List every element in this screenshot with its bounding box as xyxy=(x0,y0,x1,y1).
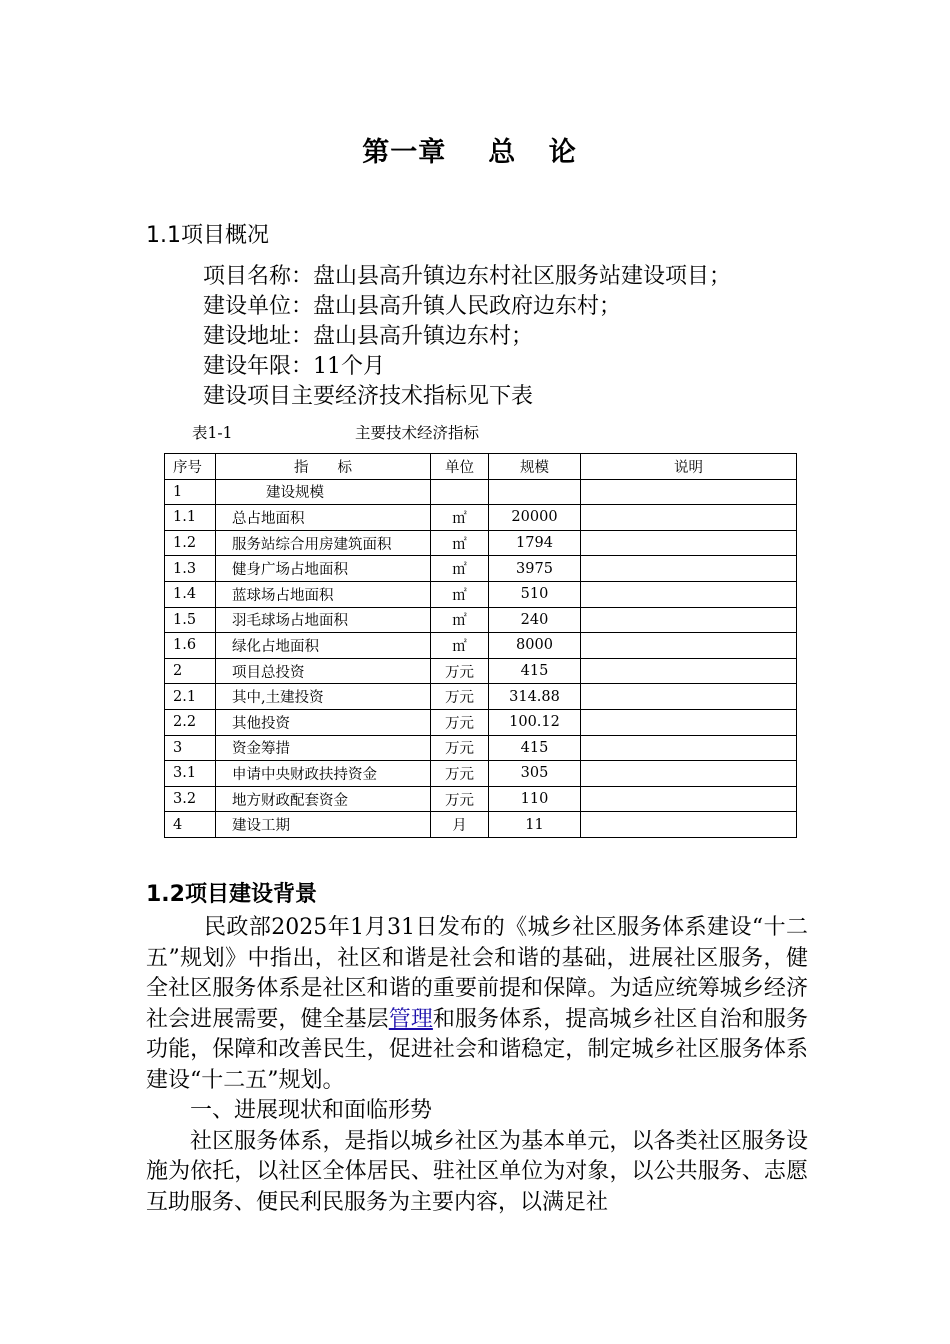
service-system-paragraph: 社区服务体系，是指以城乡社区为基本单元，以各类社区服务设施为依托，以社区全体居民、驻社区单位为对象，以公共服务、志愿互助服务、便民利民服务为主要内容，以满足社 xyxy=(146,1128,808,1215)
chapter-title xyxy=(0,130,950,169)
row-notes xyxy=(581,786,797,812)
row-index: 1.5 xyxy=(165,607,216,633)
row-scale xyxy=(489,479,581,505)
row-notes xyxy=(581,633,797,659)
row-indicator: 羽毛球场占地面积 xyxy=(216,607,431,633)
row-index: 2.2 xyxy=(165,709,216,735)
row-notes xyxy=(581,607,797,633)
construction-unit-line: 建设单位：盘山县高升镇人民政府边东村； xyxy=(203,294,622,319)
row-scale: 314.88 xyxy=(489,684,581,710)
row-scale: 11 xyxy=(489,812,581,838)
table-row xyxy=(165,633,797,659)
row-index: 3.2 xyxy=(165,786,216,812)
construction-address-line: 建设地址：盘山县高升镇边东村； xyxy=(203,324,534,349)
table-row xyxy=(165,684,797,710)
row-unit: ㎡ xyxy=(431,530,489,556)
chapter-number: 第一章 xyxy=(362,137,447,168)
project-info-block xyxy=(203,262,731,412)
row-index: 1.3 xyxy=(165,556,216,582)
row-unit: ㎡ xyxy=(431,581,489,607)
row-unit xyxy=(431,479,489,505)
row-unit: 万元 xyxy=(431,658,489,684)
row-indicator: 健身广场占地面积 xyxy=(216,556,431,582)
row-indicator: 地方财政配套资金 xyxy=(216,786,431,812)
management-link[interactable]: 管理 xyxy=(388,1006,433,1032)
row-notes xyxy=(581,684,797,710)
table-label: 表1-1 xyxy=(192,424,233,442)
table-row xyxy=(165,556,797,582)
row-scale: 415 xyxy=(489,658,581,684)
row-indicator: 建设工期 xyxy=(216,812,431,838)
table-row xyxy=(165,479,797,505)
row-unit: ㎡ xyxy=(431,505,489,531)
row-unit: ㎡ xyxy=(431,556,489,582)
row-scale: 3975 xyxy=(489,556,581,582)
row-index: 2 xyxy=(165,658,216,684)
row-indicator: 总占地面积 xyxy=(216,505,431,531)
row-notes xyxy=(581,581,797,607)
table-row xyxy=(165,761,797,787)
row-scale: 305 xyxy=(489,761,581,787)
row-notes xyxy=(581,709,797,735)
row-scale: 415 xyxy=(489,735,581,761)
table-title: 主要技术经济指标 xyxy=(355,424,480,442)
project-name-line: 项目名称：盘山县高升镇边东村社区服务站建设项目； xyxy=(203,264,732,289)
row-scale: 240 xyxy=(489,607,581,633)
subheading-development: 一、进展现状和面临形势 xyxy=(190,1098,433,1123)
row-index: 3 xyxy=(165,735,216,761)
row-scale: 510 xyxy=(489,581,581,607)
row-scale: 20000 xyxy=(489,505,581,531)
paragraph-text-start: 民政部2025年1月31日发布的《城乡社区服务体系建设“十二五”规划》中指出，社区和谐是社会和谐的基础，进展社区服务，健全社区服务体系是社区和谐的重要前提和保障。为适应统筹城乡经济社会进展需要，健全基层 xyxy=(146,915,808,1032)
row-indicator: 绿化占地面积 xyxy=(216,633,431,659)
row-notes xyxy=(581,735,797,761)
row-notes xyxy=(581,505,797,531)
paragraph-text-end: 和服务体系，提高城乡社区自治和服务功能，保障和改善民生，促进社会和谐稳定，制定城乡社区服务体系建设“十二五”规划。 xyxy=(146,1006,808,1093)
row-scale: 100.12 xyxy=(489,709,581,735)
row-unit: 万元 xyxy=(431,735,489,761)
table-row xyxy=(165,607,797,633)
row-notes xyxy=(581,812,797,838)
row-indicator: 蓝球场占地面积 xyxy=(216,581,431,607)
table-row xyxy=(165,505,797,531)
row-unit: 万元 xyxy=(431,786,489,812)
row-notes xyxy=(581,556,797,582)
row-index: 1.6 xyxy=(165,633,216,659)
row-notes xyxy=(581,761,797,787)
table-row xyxy=(165,658,797,684)
table-row xyxy=(165,735,797,761)
row-indicator: 其中,土建投资 xyxy=(216,684,431,710)
row-index: 4 xyxy=(165,812,216,838)
row-index: 1.1 xyxy=(165,505,216,531)
background-body xyxy=(146,913,808,1218)
row-index: 2.1 xyxy=(165,684,216,710)
header-scale: 规模 xyxy=(489,454,581,480)
row-unit: 万元 xyxy=(431,684,489,710)
row-index: 1 xyxy=(165,479,216,505)
construction-period-line: 建设年限：11个月 xyxy=(203,354,385,379)
row-notes xyxy=(581,479,797,505)
row-indicator: 服务站综合用房建筑面积 xyxy=(216,530,431,556)
table-caption xyxy=(192,421,480,443)
table-row xyxy=(165,812,797,838)
indicator-table xyxy=(164,453,797,838)
row-unit: ㎡ xyxy=(431,607,489,633)
row-notes xyxy=(581,530,797,556)
row-indicator: 申请中央财政扶持资金 xyxy=(216,761,431,787)
row-notes xyxy=(581,658,797,684)
row-scale: 110 xyxy=(489,786,581,812)
row-scale: 8000 xyxy=(489,633,581,659)
row-scale: 1794 xyxy=(489,530,581,556)
section-heading-background: 1.2项目建设背景 xyxy=(146,882,317,907)
section-heading-overview: 1.1项目概况 xyxy=(146,223,269,248)
table-row xyxy=(165,709,797,735)
row-index: 3.1 xyxy=(165,761,216,787)
chapter-name: 总 论 xyxy=(488,137,588,168)
header-notes: 说明 xyxy=(581,454,797,480)
indicator-intro-line: 建设项目主要经济技术指标见下表 xyxy=(203,384,534,409)
table-row xyxy=(165,581,797,607)
row-unit: ㎡ xyxy=(431,633,489,659)
row-indicator: 资金筹措 xyxy=(216,735,431,761)
row-unit: 月 xyxy=(431,812,489,838)
row-indicator: 建设规模 xyxy=(216,479,431,505)
table-header-row xyxy=(165,454,797,480)
background-paragraph xyxy=(146,913,808,1096)
row-unit: 万元 xyxy=(431,709,489,735)
header-unit: 单位 xyxy=(431,454,489,480)
table-row xyxy=(165,786,797,812)
row-index: 1.4 xyxy=(165,581,216,607)
table-row xyxy=(165,530,797,556)
header-index: 序号 xyxy=(165,454,216,480)
row-indicator: 项目总投资 xyxy=(216,658,431,684)
row-indicator: 其他投资 xyxy=(216,709,431,735)
row-unit: 万元 xyxy=(431,761,489,787)
header-indicator: 指 标 xyxy=(216,454,431,480)
row-index: 1.2 xyxy=(165,530,216,556)
